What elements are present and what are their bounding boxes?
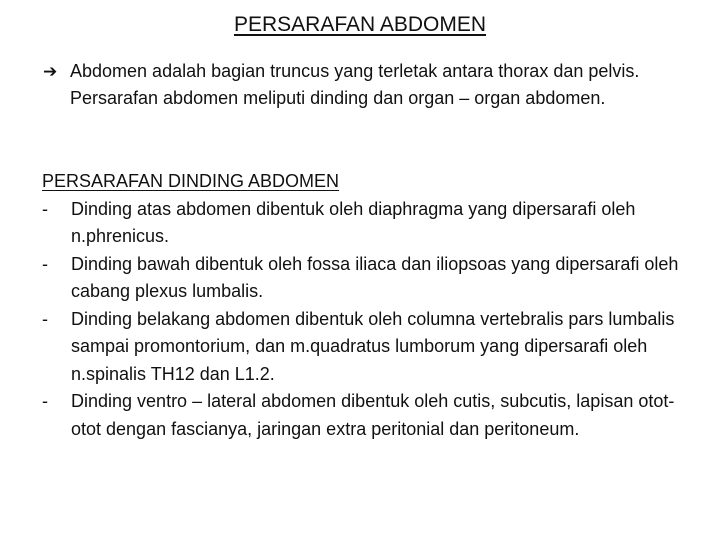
list-item <box>42 306 702 389</box>
item-list <box>42 196 702 444</box>
list-item-text: Dinding belakang abdomen dibentuk oleh columna vertebralis pars lumbalis sampai promontorium, dan m.quadratus lumborum yang dipersarafi oleh n.spinalis TH12 dan L1.2. <box>71 308 675 384</box>
list-item-text: Dinding atas abdomen dibentuk oleh diaphragma yang dipersarafi oleh n.phrenicus. <box>71 198 636 246</box>
list-item <box>42 388 702 443</box>
list-item-text: Dinding bawah dibentuk oleh fossa iliaca dan iliopsoas yang dipersarafi oleh cabang plexus lumbalis. <box>71 253 679 301</box>
intro-text: Abdomen adalah bagian truncus yang terletak antara thorax dan pelvis. Persarafan abdomen meliputi dinding dan organ – organ abdomen. <box>70 61 640 108</box>
list-item-text: Dinding ventro – lateral abdomen dibentuk oleh cutis, subcutis, lapisan otot-otot dengan fascianya, jaringan extra peritonial dan peritoneum. <box>71 391 675 439</box>
dash-marker: - <box>42 253 48 274</box>
section-heading: PERSARAFAN DINDING ABDOMEN <box>42 171 340 191</box>
dash-marker: - <box>42 198 48 219</box>
list-item <box>42 196 702 251</box>
dinding-section <box>42 168 702 443</box>
intro-paragraph <box>40 58 700 112</box>
list-item <box>42 251 702 306</box>
arrow-right-icon: ➔ <box>43 62 58 81</box>
dash-marker: - <box>42 308 48 329</box>
page-title-text: PERSARAFAN ABDOMEN <box>233 13 487 36</box>
dash-marker: - <box>42 391 48 411</box>
page-title <box>0 10 720 40</box>
